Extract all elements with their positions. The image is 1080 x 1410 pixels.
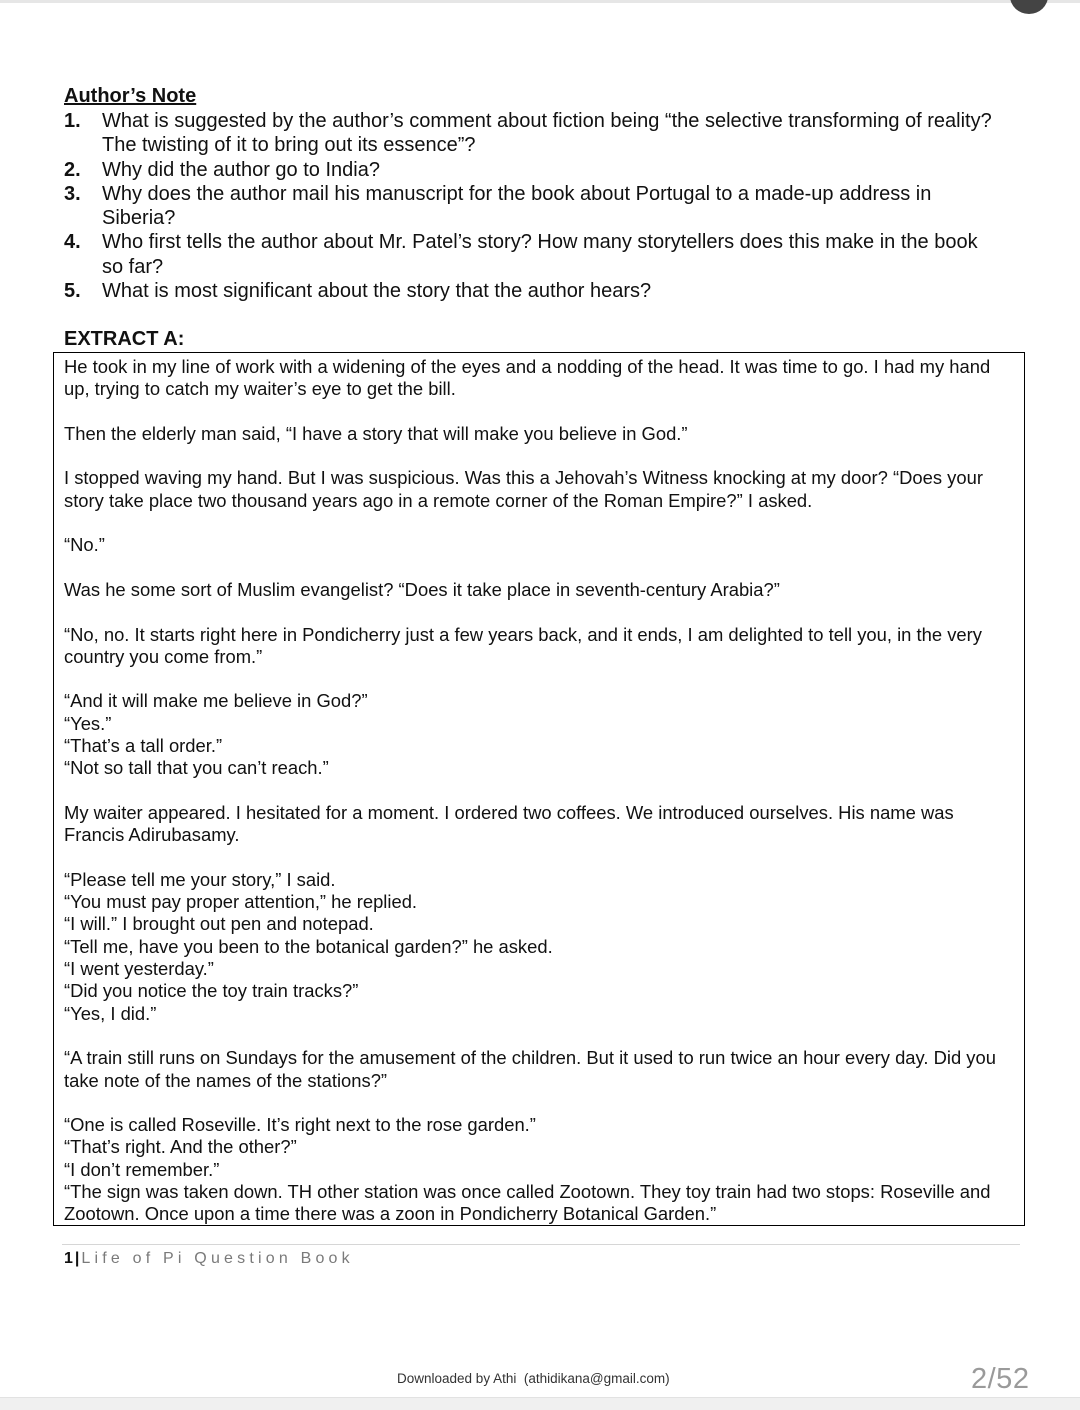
- extract-line: “I will.” I brought out pen and notepad.: [64, 913, 374, 935]
- question-item: [64, 109, 994, 158]
- extract-line: “You must pay proper attention,” he replied.: [64, 891, 418, 913]
- extract-line: “Yes.”: [64, 712, 112, 734]
- question-item: [64, 230, 994, 279]
- footer-book-title: Life of Pi Question Book: [81, 1250, 354, 1267]
- extract-paragraph: I stopped waving my hand. But I was suspicious. Was this a Jehovah’s Witness knocking at my door? “Does your story take place two thousand years ago in a remote corner of the Roman Empire?” I asked.: [64, 467, 983, 511]
- question-number: 1.: [64, 110, 81, 132]
- question-text: Why did the author go to India?: [102, 158, 380, 181]
- footer-separator: |: [74, 1250, 80, 1267]
- extract-line: “I don’t remember.”: [64, 1158, 220, 1180]
- extract-paragraph: “No.”: [64, 534, 105, 556]
- question-text: Who first tells the author about Mr. Patel’s story? How many storytellers does this make in the book so far?: [102, 231, 978, 278]
- question-number: 3.: [64, 182, 81, 205]
- question-item: [64, 182, 994, 231]
- extract-paragraph: “No, no. It starts right here in Pondicherry just a few years back, and it ends, I am delighted to tell you, in the very country you come from.”: [64, 623, 982, 667]
- download-watermark: Downloaded by Athi (athidikana@gmail.com): [397, 1371, 670, 1386]
- question-number: 4.: [64, 231, 81, 254]
- page-indicator: 2/52: [971, 1363, 1030, 1395]
- page-footer: [64, 1249, 354, 1269]
- extract-line: “That’s a tall order.”: [64, 735, 223, 757]
- extract-line: “Not so tall that you can’t reach.”: [64, 757, 329, 779]
- extract-line: “Yes, I did.”: [64, 1002, 157, 1024]
- question-text: What is suggested by the author’s comment about fiction being “the selective transforming of reality? The twisting of it to bring out its essence”?: [102, 110, 992, 157]
- extract-paragraph: He took in my line of work with a widening of the eyes and a nodding of the head. It was time to go. I had my hand up, trying to catch my waiter’s eye to get the bill.: [64, 356, 991, 400]
- extract-paragraph: Was he some sort of Muslim evangelist? “Does it take place in seventh-century Arabia?”: [64, 578, 780, 600]
- question-text: What is most significant about the story that the author hears?: [102, 280, 652, 303]
- extract-line: “I went yesterday.”: [64, 958, 214, 980]
- question-item: [64, 158, 994, 182]
- question-text: Why does the author mail his manuscript for the book about Portugal to a made-up address in Siberia?: [102, 182, 932, 230]
- question-number: 5.: [64, 280, 81, 303]
- extract-paragraph: My waiter appeared. I hesitated for a moment. I ordered two coffees. We introduced ourselves. His name was Francis Adirubasamy.: [64, 801, 954, 846]
- extract-line: “Please tell me your story,” I said.: [64, 868, 336, 890]
- viewer-bottom-bar: [0, 1397, 1080, 1410]
- extract-paragraph: Then the elderly man said, “I have a story that will make you believe in God.”: [64, 422, 688, 444]
- extract-line: “Tell me, have you been to the botanical garden?” he asked.: [64, 935, 553, 957]
- extract-title: EXTRACT A:: [64, 328, 185, 350]
- extract-line: “Did you notice the toy train tracks?”: [64, 980, 359, 1002]
- extract-line: “The sign was taken down. TH other station was once called Zootown. They toy train had two stops: Roseville and Zootown. Once upon a time there was a zoon in Pondicherry Botanical Garden.”: [64, 1180, 991, 1225]
- extract-line: “That’s right. And the other?”: [64, 1136, 297, 1158]
- extract-box: [53, 352, 1025, 1226]
- question-list: [64, 109, 994, 303]
- extract-line: “One is called Roseville. It’s right next to the rose garden.”: [64, 1114, 536, 1136]
- footer-divider: [62, 1244, 1020, 1245]
- extract-line: “And it will make me believe in God?”: [64, 690, 368, 712]
- question-item: [64, 279, 994, 303]
- extract-paragraph: “A train still runs on Sundays for the amusement of the children. But it used to run twice an hour every day. Did you take note of the names of the stations?”: [64, 1047, 996, 1091]
- question-number: 2.: [64, 158, 81, 181]
- footer-page-number: 1: [64, 1250, 73, 1267]
- section-title: Author’s Note: [64, 85, 197, 107]
